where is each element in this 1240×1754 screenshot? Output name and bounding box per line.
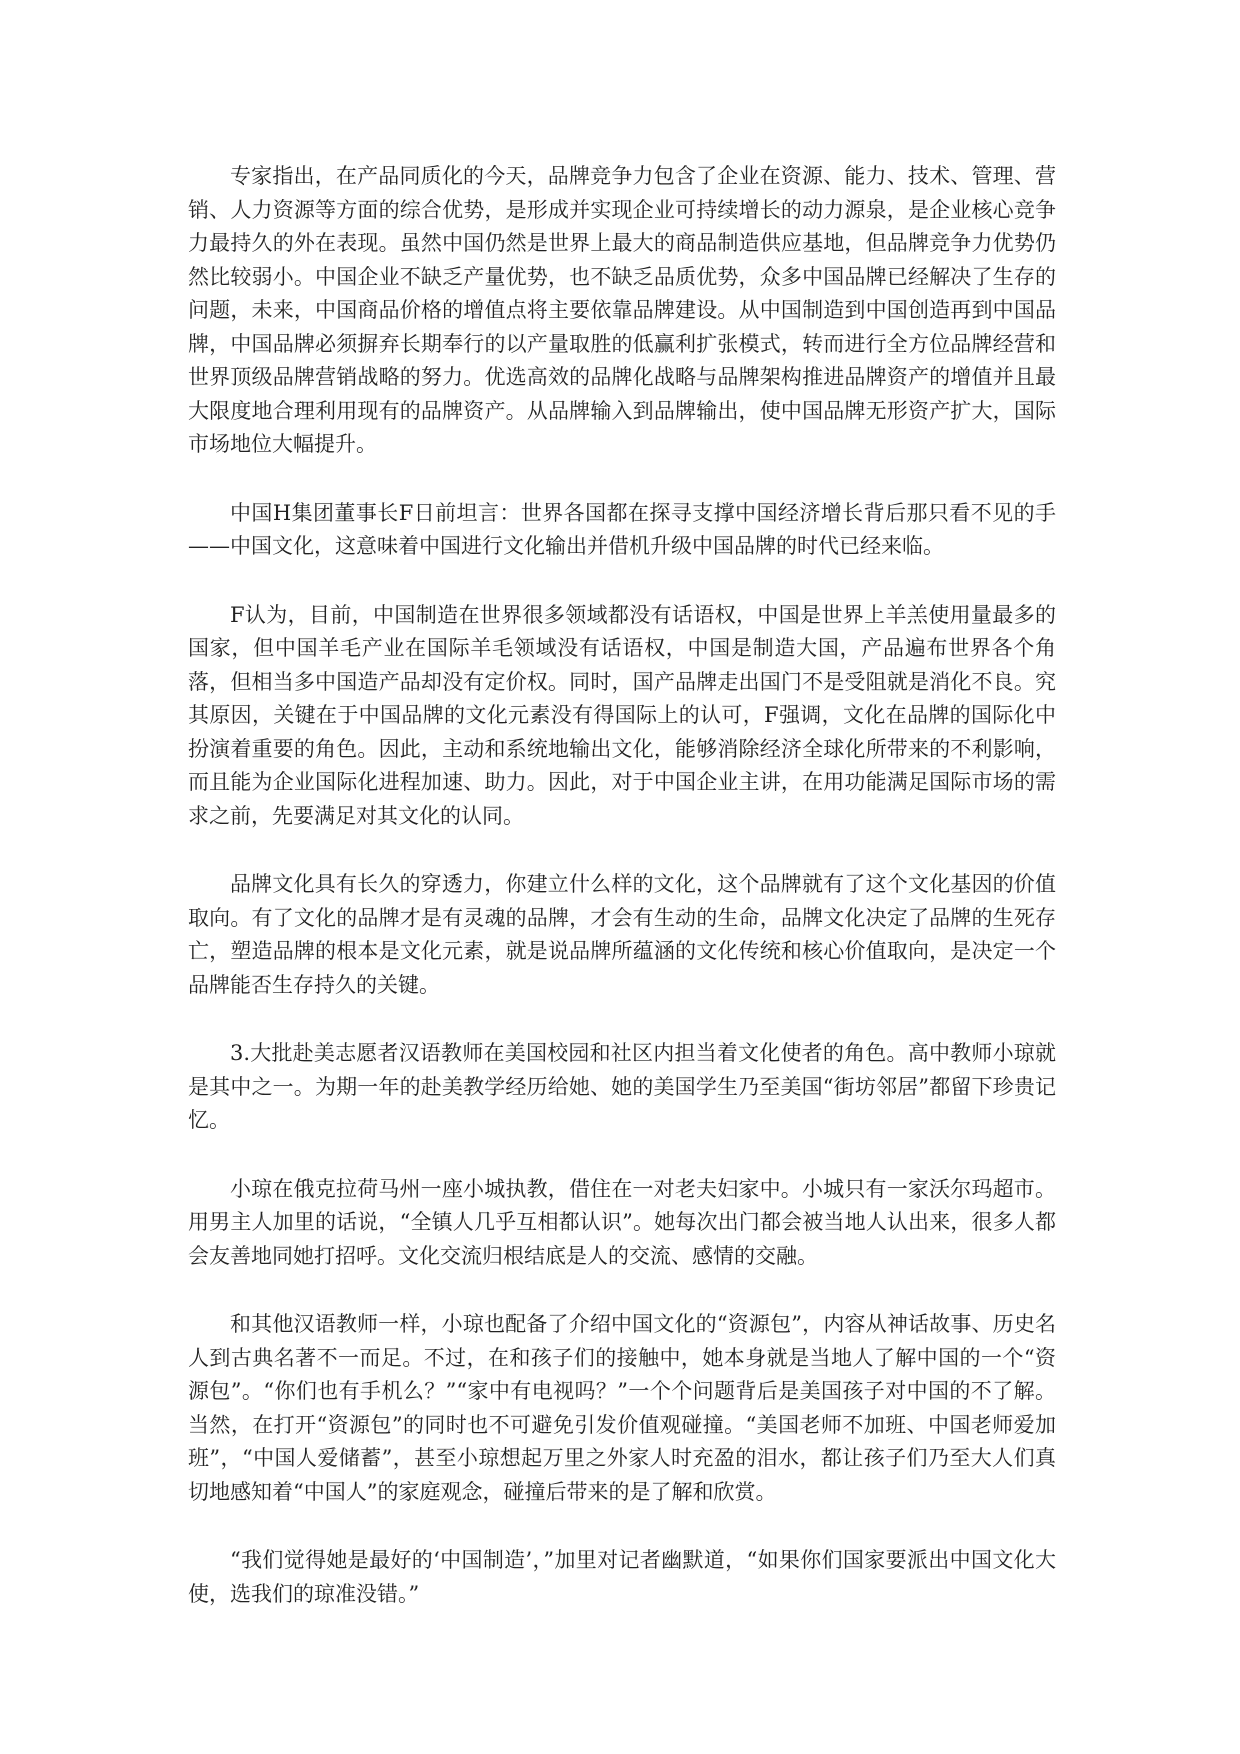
paragraph-resource-pack: 和其他汉语教师一样，小琼也配备了介绍中国文化的“资源包”，内容从神话故事、历史名人到古典名著不一而足。不过，在和孩子们的接触中，她本身就是当地人了解中国的一个“资源包”。“你们也有手机么？”“家中有电视吗？”一个个问题背后是美国孩子对中国的不了解。当然，在打开“资源包”的同时也不可避免引发价值观碰撞。“美国老师不加班、中国老师爱加班”，“中国人爱储蓄”，甚至小琼想起万里之外家人时充盈的泪水，都让孩子们乃至大人们真切地感知着“中国人”的家庭观念，碰撞后带来的是了解和欣赏。 [188,1312,1056,1504]
paragraph-volunteer-teachers: 3.大批赴美志愿者汉语教师在美国校园和社区内担当着文化使者的角色。高中教师小琼就是其中之一。为期一年的赴美教学经历给她、她的美国学生乃至美国“街坊邻居”都留下珍贵记忆。 [188,1041,1056,1132]
paragraph-small-town: 小琼在俄克拉荷马州一座小城执教，借住在一对老夫妇家中。小城只有一家沃尔玛超市。用男主人加里的话说，“全镇人几乎互相都认识”。她每次出门都会被当地人认出来，很多人都会友善地同她打招呼。文化交流归根结底是人的交流、感情的交融。 [188,1176,1056,1268]
paragraph-chairman-statement: 中国H集团董事长F日前坦言：世界各国都在探寻支撑中国经济增长背后那只看不见的手——中国文化，这意味着中国进行文化输出并借机升级中国品牌的时代已经来临。 [188,500,1056,558]
document-body [188,160,1056,1646]
paragraph-brand-competitiveness: 专家指出，在产品同质化的今天，品牌竞争力包含了企业在资源、能力、技术、管理、营销、人力资源等方面的综合优势，是形成并实现企业可持续增长的动力源泉，是企业核心竞争力最持久的外在表现。虽然中国仍然是世界上最大的商品制造供应基地，但品牌竞争力优势仍然比较弱小。中国企业不缺乏产量优势，也不缺乏品质优势，众多中国品牌已经解决了生存的问题，未来，中国商品价格的增值点将主要依靠品牌建设。从中国制造到中国创造再到中国品牌，中国品牌必须摒弃长期奉行的以产量取胜的低赢利扩张模式，转而进行全方位品牌经营和世界顶级品牌营销战略的努力。优选高效的品牌化战略与品牌架构推进品牌资产的增值并且最大限度地合理利用现有的品牌资产。从品牌输入到品牌输出，使中国品牌无形资产扩大，国际市场地位大幅提升。 [188,164,1056,456]
paragraph-gary-quote: “我们觉得她是最好的‘中国制造’，”加里对记者幽默道，“如果你们国家要派出中国文化大使，选我们的琼准没错。” [188,1548,1056,1606]
paragraph-f-views: F认为，目前，中国制造在世界很多领域都没有话语权，中国是世界上羊羔使用量最多的国家，但中国羊毛产业在国际羊毛领域没有话语权，中国是制造大国，产品遍布世界各个角落，但相当多中国造产品却没有定价权。同时，国产品牌走出国门不是受阻就是消化不良。究其原因，关键在于中国品牌的文化元素没有得国际上的认可，F强调，文化在品牌的国际化中扮演着重要的角色。因此，主动和系统地输出文化，能够消除经济全球化所带来的不利影响，而且能为企业国际化进程加速、助力。因此，对于中国企业主讲，在用功能满足国际市场的需求之前，先要满足对其文化的认同。 [188,602,1056,828]
paragraph-brand-culture: 品牌文化具有长久的穿透力，你建立什么样的文化，这个品牌就有了这个文化基因的价值取向。有了文化的品牌才是有灵魂的品牌，才会有生动的生命，品牌文化决定了品牌的生死存亡，塑造品牌的根本是文化元素，就是说品牌所蕴涵的文化传统和核心价值取向，是决定一个品牌能否生存持久的关键。 [188,872,1056,997]
